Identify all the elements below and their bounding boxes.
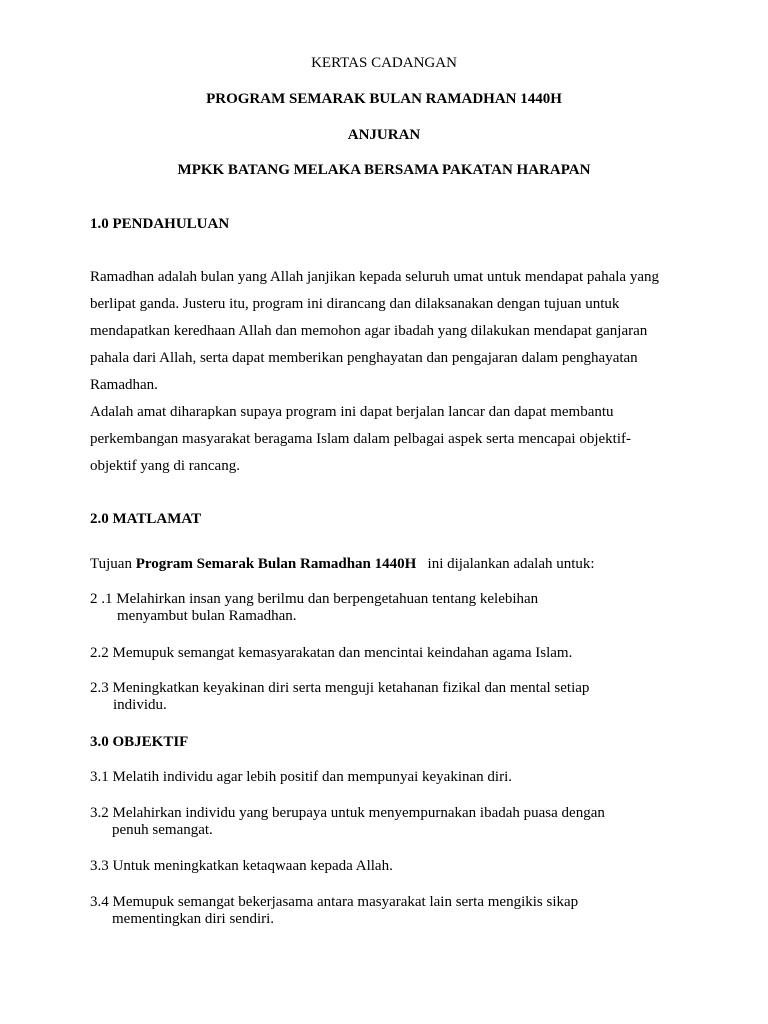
objektif-item: 3.4 Memupuk semangat bekerjasama antara masyarakat lain serta mengikis sikap bbox=[90, 894, 579, 910]
pendahuluan-line: Ramadhan. bbox=[90, 377, 158, 393]
pendahuluan-line: perkembangan masyarakat beragama Islam dalam pelbagai aspek serta mencapai objektif- bbox=[90, 431, 632, 447]
matlamat-intro-program: Program Semarak Bulan Ramadhan 1440H bbox=[135, 556, 417, 572]
matlamat-item-continuation: individu. bbox=[113, 697, 167, 713]
pendahuluan-line: objektif yang di rancang. bbox=[90, 458, 240, 474]
pendahuluan-line: Ramadhan adalah bulan yang Allah janjikan kepada seluruh umat untuk mendapat pahala yang bbox=[90, 269, 659, 285]
objektif-item-continuation: penuh semangat. bbox=[112, 822, 213, 838]
matlamat-item: 2.3 Meningkatkan keyakinan diri serta menguji ketahanan fizikal dan mental setiap bbox=[90, 680, 590, 696]
objektif-item: 3.3 Untuk meningkatkan ketaqwaan kepada Allah. bbox=[90, 858, 393, 874]
heading-matlamat: 2.0 MATLAMAT bbox=[90, 511, 202, 527]
title-program-name: PROGRAM SEMARAK BULAN RAMADHAN 1440H bbox=[206, 91, 562, 107]
heading-objektif: 3.0 OBJEKTIF bbox=[90, 734, 189, 750]
matlamat-item: 2.2 Memupuk semangat kemasyarakatan dan mencintai keindahan agama Islam. bbox=[90, 645, 573, 661]
title-organizer: MPKK BATANG MELAKA BERSAMA PAKATAN HARAPAN bbox=[177, 162, 591, 178]
title-kertas-cadangan: KERTAS CADANGAN bbox=[311, 55, 457, 71]
pendahuluan-line: Adalah amat diharapkan supaya program ini dapat berjalan lancar dan dapat membantu bbox=[90, 404, 614, 420]
pendahuluan-line: mendapatkan keredhaan Allah dan memohon agar ibadah yang dilakukan mendapat ganjaran bbox=[90, 323, 648, 339]
heading-pendahuluan: 1.0 PENDAHULUAN bbox=[90, 216, 230, 232]
objektif-item: 3.2 Melahirkan individu yang berupaya untuk menyempurnakan ibadah puasa dengan bbox=[90, 805, 605, 821]
title-anjuran: ANJURAN bbox=[347, 127, 421, 143]
matlamat-intro-suffix: ini dijalankan adalah untuk: bbox=[416, 556, 595, 572]
matlamat-intro-prefix: Tujuan bbox=[90, 556, 136, 572]
pendahuluan-line: pahala dari Allah, serta dapat memberikan penghayatan dan pengajaran dalam penghayatan bbox=[90, 350, 638, 366]
objektif-item: 3.1 Melatih individu agar lebih positif dan mempunyai keyakinan diri. bbox=[90, 769, 512, 785]
matlamat-item-continuation: menyambut bulan Ramadhan. bbox=[117, 608, 297, 624]
objektif-item-continuation: mementingkan diri sendiri. bbox=[112, 911, 275, 927]
matlamat-intro bbox=[90, 555, 595, 574]
matlamat-item: 2 .1 Melahirkan insan yang berilmu dan berpengetahuan tentang kelebihan bbox=[90, 591, 539, 607]
pendahuluan-line: berlipat ganda. Justeru itu, program ini dirancang dan dilaksanakan dengan tujuan untuk bbox=[90, 296, 620, 312]
